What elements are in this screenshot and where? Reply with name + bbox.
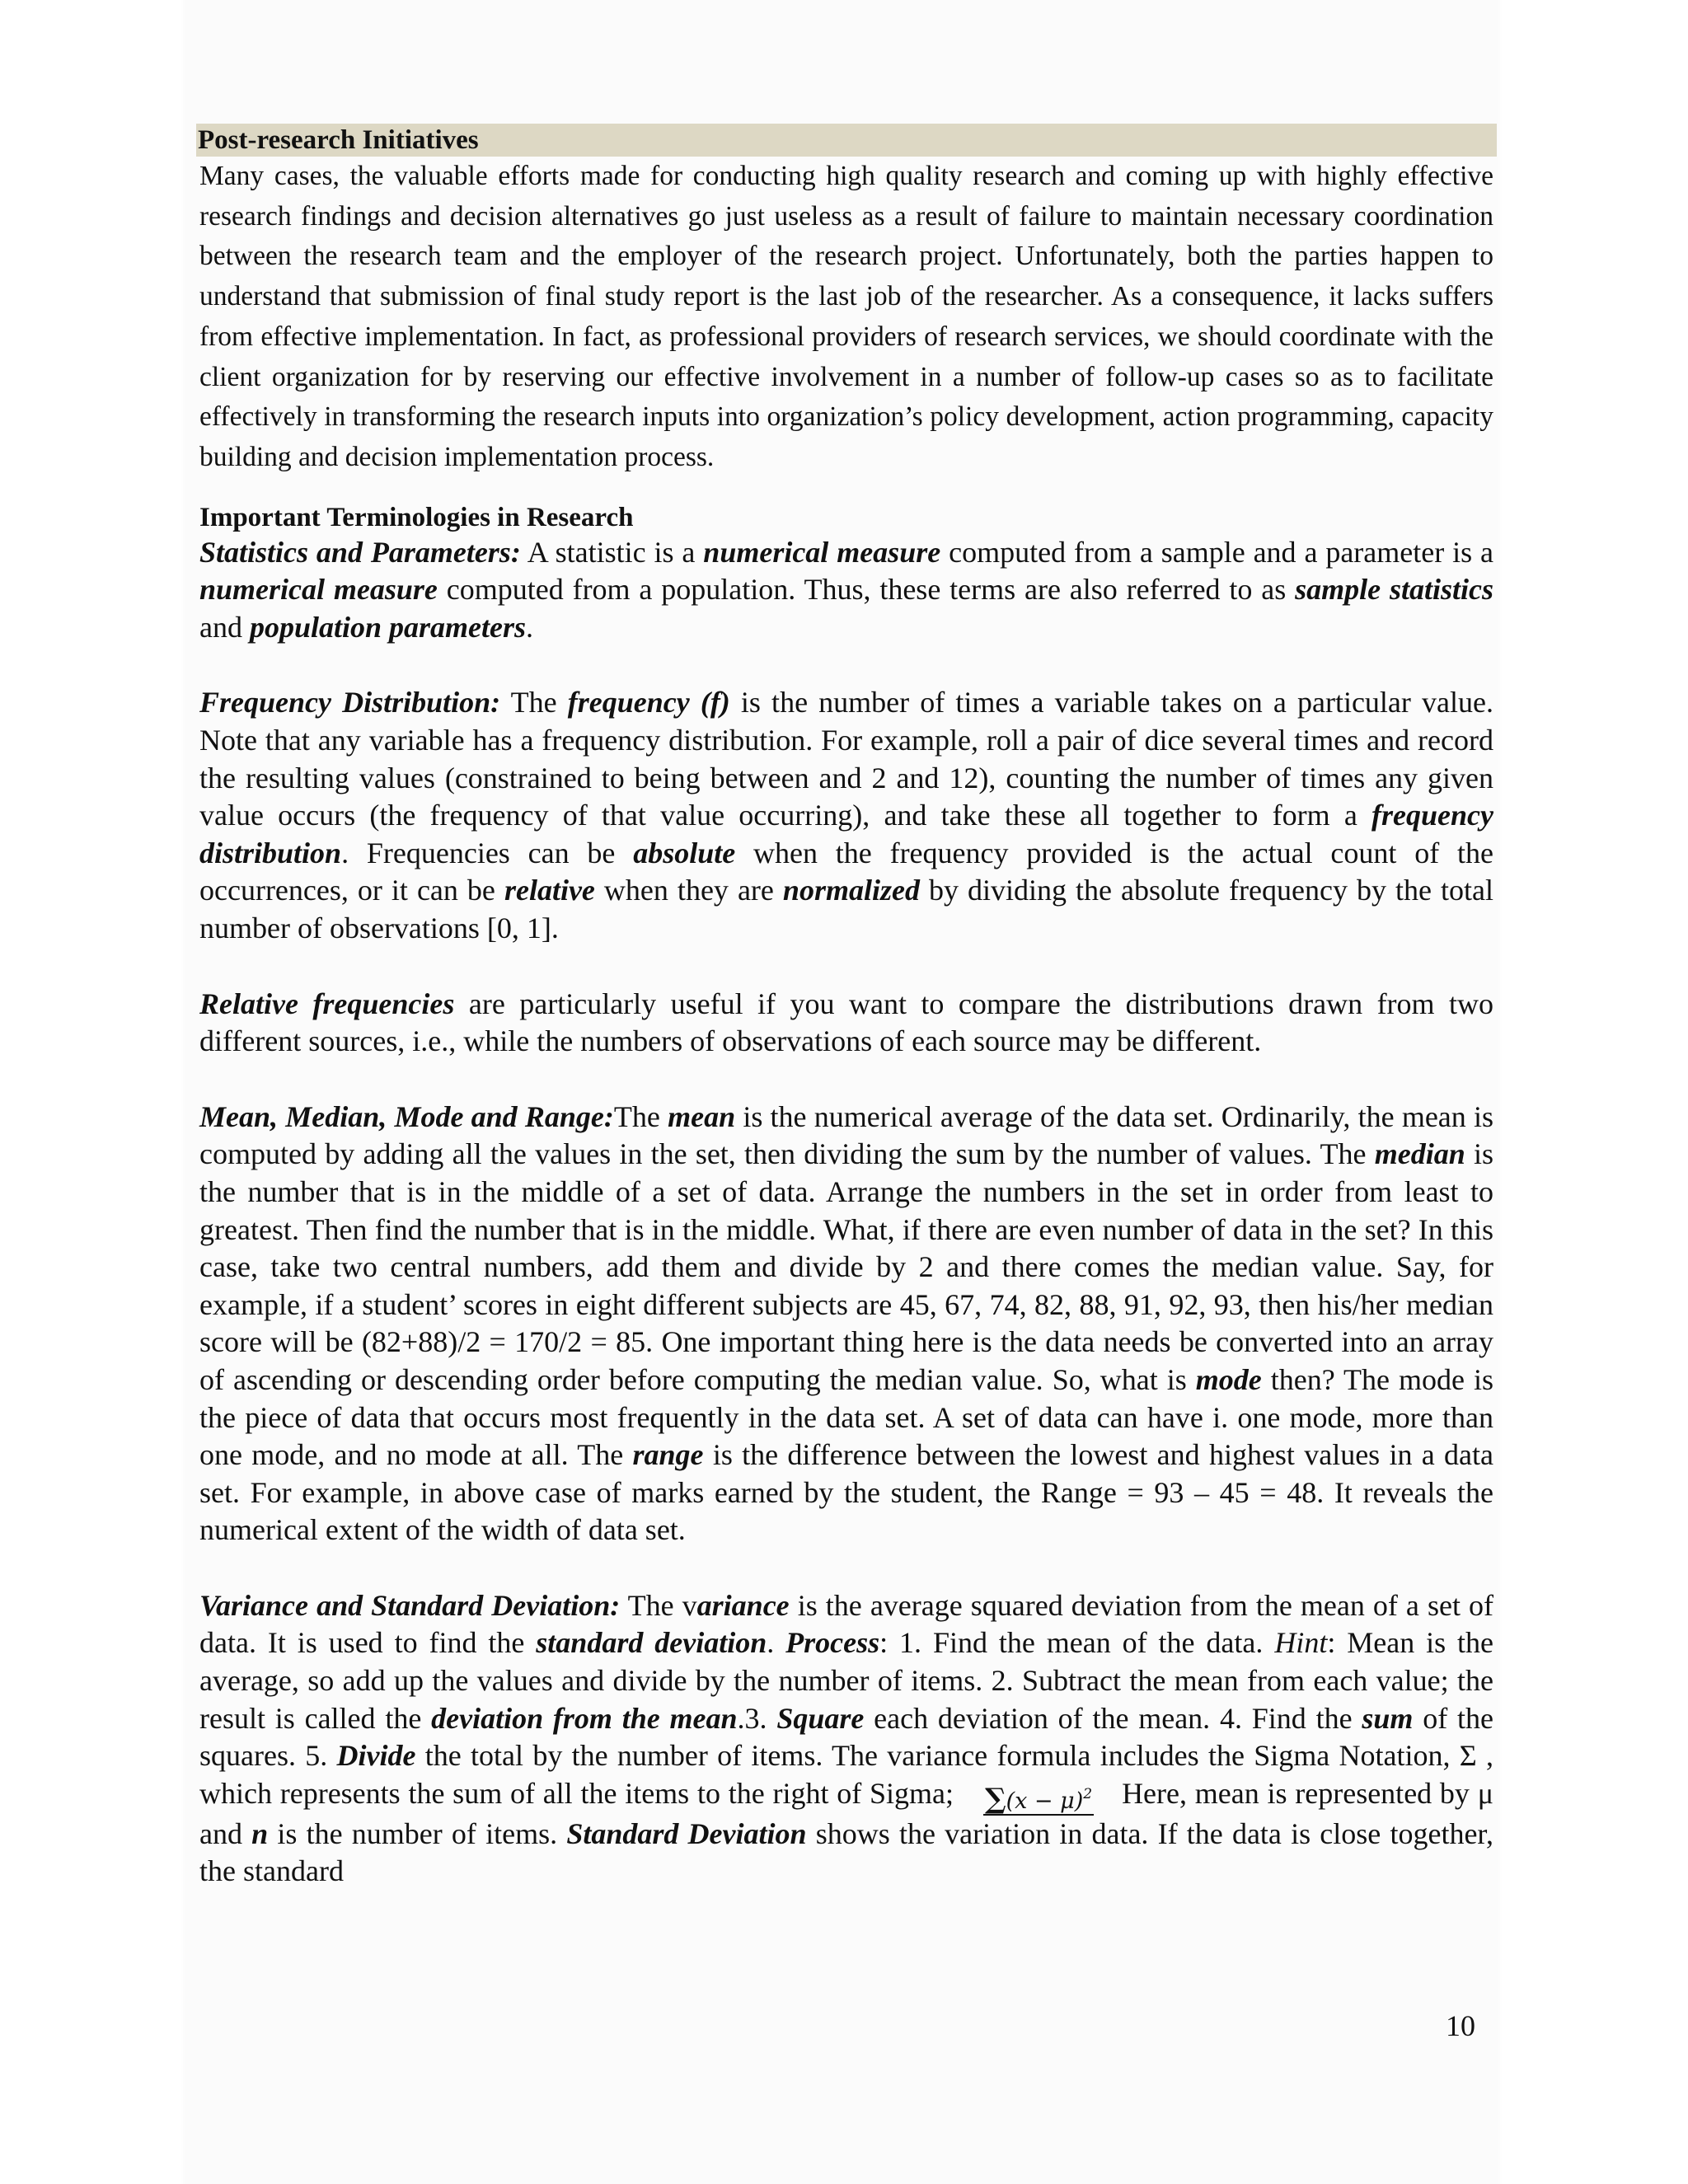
page-content [199, 124, 1493, 1891]
relative-frequencies-term: Relative frequencies [199, 987, 455, 1020]
relative-frequencies-paragraph: Relative frequencies are particularly useful if you want to compare the distributions drawn from two different sources, i.e., while the numbers of observations of each source may be different. [199, 987, 1494, 1058]
post-research-heading: Post-research Initiatives [196, 124, 1497, 157]
terminologies-heading: Important Terminologies in Research [199, 502, 634, 532]
statistics-term: Statistics and Parameters: [199, 535, 521, 569]
frequency-distribution-paragraph: Frequency Distribution: The frequency (f) is the number of times a variable takes on a particular value. Note that any variable has a frequency distribution. For example, roll a pair of dice several times and record the resulting values (constrained to being between and 2 and 12), counting the number of times any given value occurs (the frequency of that value occurring), and take these all together to form a frequency distribution. Frequencies can be absolute when the frequency provided is the actual count of the occurrences, or it can be relative when they are normalized by dividing the absolute frequency by the total number of observations [0, 1]. [199, 686, 1494, 944]
mean-median-term: Mean, Median, Mode and Range: [199, 1099, 614, 1133]
variance-paragraph: Variance and Standard Deviation: The variance is the average squared deviation from the mean of a set of data. It is used to find the standard deviation. Process: 1. Find the mean of the data. Hint: Mean is the average, so add up the values and divide by the number of items. 2. Subtract the mean from each value; the result is called the deviation from the mean.3. Square each deviation of the mean. 4. Find the sum of the squares. 5. Divide the total by the number of items. The variance formula includes the Sigma Notation, Σ , which represents the sum of all the items to the right of Sigma; $\sum(x - \mu)^2$ Here, mean is represented by μ and n is the number of items. Standard Deviation shows the variation in data. If the data is close together, the standard [199, 1588, 1494, 1888]
variance-formula: $\sum(x - \mu)^2$ [984, 1782, 1093, 1816]
page-number: 10 [1446, 2009, 1475, 2042]
variance-term: Variance and Standard Deviation: [199, 1588, 621, 1622]
post-research-paragraph: Many cases, the valuable efforts made for conducting high quality research and coming up with highly effective research findings and decision alternatives go just useless as a result of failure to maintain necessary coordination between the research team and the employer of the research project. Unfortunately, both the parties happen to understand that submission of final study report is the last job of the researcher. As a consequence, it lacks suffers from effective implementation. In fact, as professional providers of research services, we should coordinate with the client organization for by reserving our effective involvement in a number of follow-up cases so as to facilitate effectively in transforming the research inputs into organization’s policy development, action programming, capacity building and decision implementation process. [199, 161, 1493, 472]
mean-median-mode-paragraph: Mean, Median, Mode and Range:The mean is the numerical average of the data set. Ordinarily, the mean is computed by adding all the values in the set, then dividing the sum by the number of values. The median is the number that is in the middle of a set of data. Arrange the numbers in the set in order from least to greatest. Then find the number that is in the middle. What, if there are even number of data in the set? In this case, take two central numbers, add them and divide by 2 and there comes the median value. Say, for example, if a student’ scores in eight different subjects are 45, 67, 74, 82, 88, 91, 92, 93, then his/her median score will be (82+88)/2 = 170/2 = 85. One important thing here is the data needs be converted into an array of ascending or descending order before computing the median value. So, what is mode then? The mode is the piece of data that occurs most frequently in the data set. A set of data can have i. one mode, more than one mode, and no mode at all. The range is the difference between the lowest and highest values in a data set. For example, in above case of marks earned by the student, the Range = 93 – 45 = 48. It reveals the numerical extent of the width of data set. [199, 1099, 1494, 1547]
sigma-symbol: ∑ [984, 1782, 1006, 1816]
frequency-term: Frequency Distribution: [199, 686, 501, 719]
statistics-parameters-paragraph: Statistics and Parameters: A statistic is a numerical measure computed from a sample and a parameter is a numerical measure computed from a population. Thus, these terms are also referred to as sample statistics and population parameters. [199, 535, 1494, 644]
